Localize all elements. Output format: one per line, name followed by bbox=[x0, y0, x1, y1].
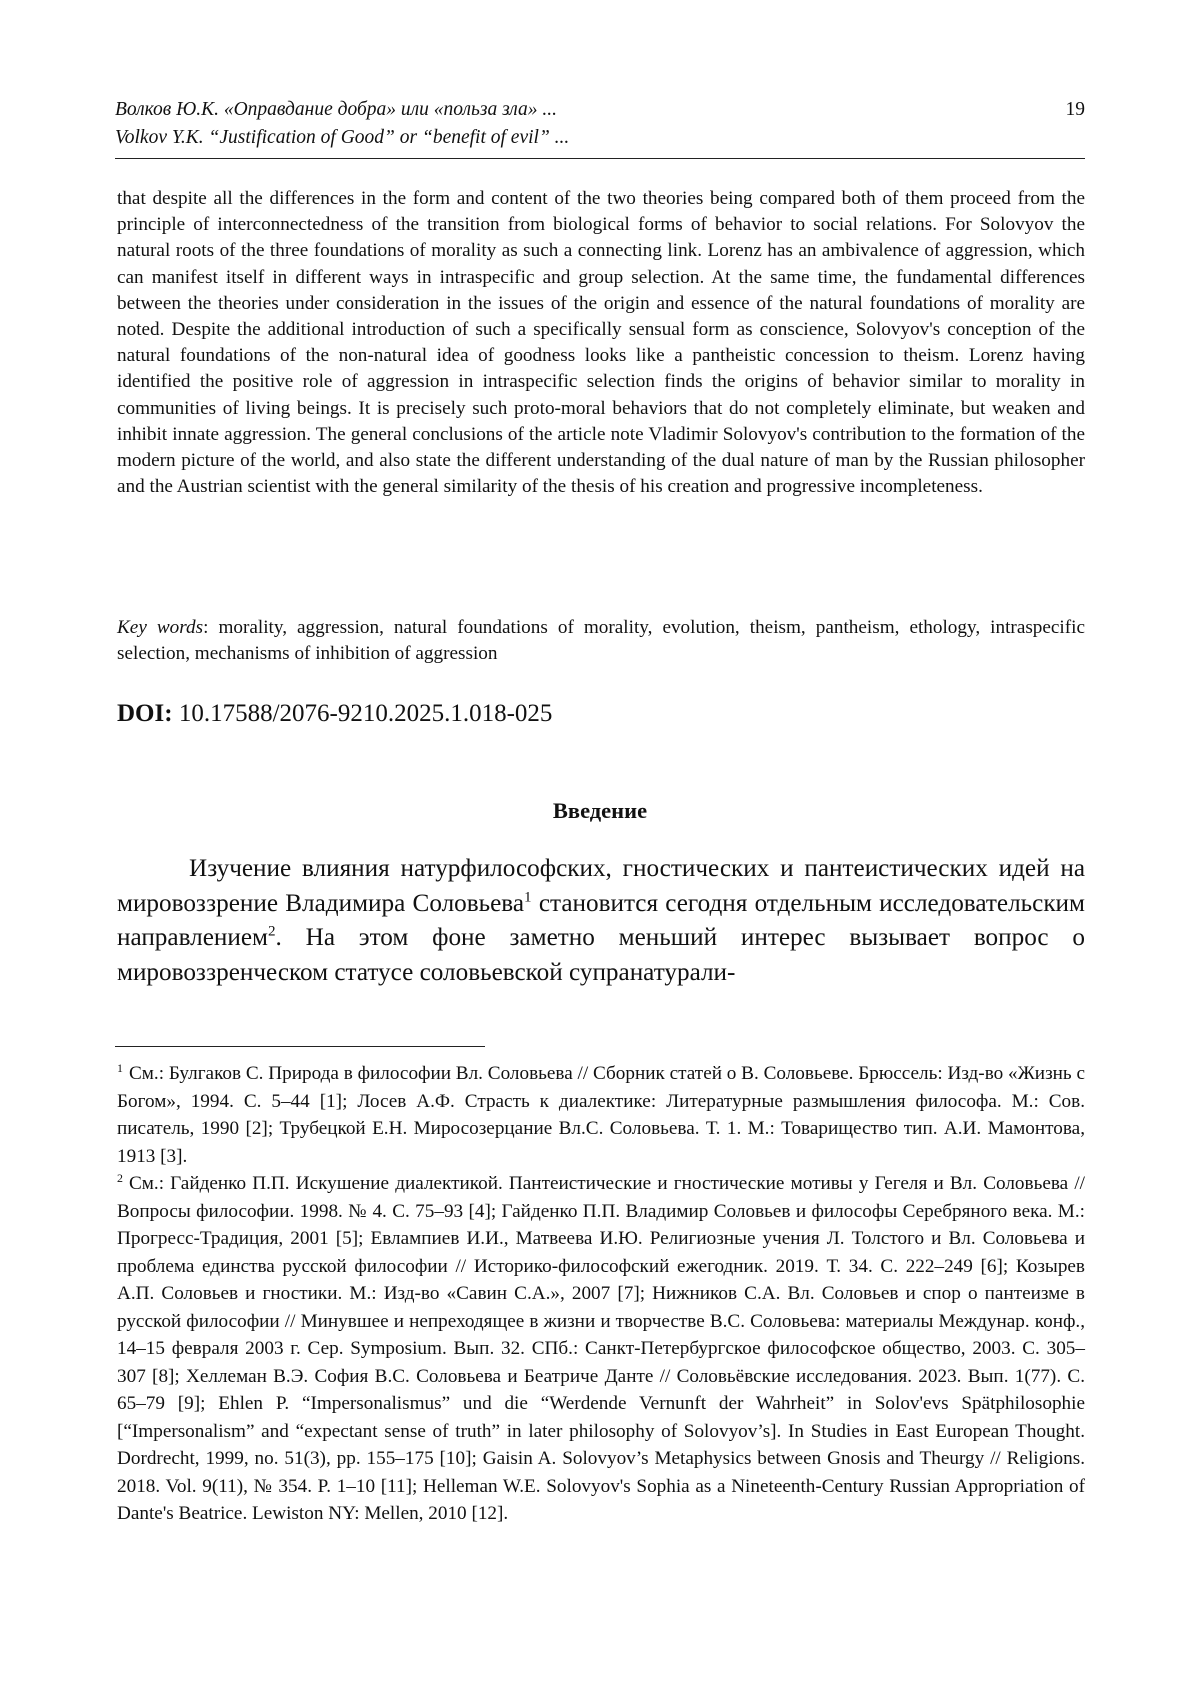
header-divider bbox=[115, 158, 1085, 159]
section-heading: Введение bbox=[552, 798, 648, 823]
running-head-russian: Волков Ю.К. «Оправдание добра» или «польза зла» ... bbox=[115, 99, 557, 120]
abstract-text: that despite all the differences in the form and content of the two theories being compared both of them proceed from the principle of interconnectedness of the transition from biological forms of behavior to social relations. For Solovyov the natural roots of the three foundations of morality as such a connecting link. Lorenz has an ambivalence of aggression, which can manifest itself in different ways in intraspecific and group selection. At the same time, the fundamental differences between the theories under consideration in the issues of the origin and essence of the natural foundations of morality are noted. Despite the additional introduction of such a specifically sensual form as conscience, Solovyov's conception of the natural foundations of the non-natural idea of goodness looks like a pantheistic concession to theism. Lorenz having identified the positive role of aggression in intraspecific selection finds the origins of behavior similar to morality in communities of living beings. It is precisely such proto-moral behaviors that do not completely eliminate, but weaken and inhibit innate aggression. The general conclusions of the article note Vladimir Solovyov's contribution to the formation of the modern picture of the world, and also state the different understanding of the dual nature of man by the Russian philosopher and the Austrian scientist with the general similarity of the thesis of his creation and progressive incompleteness. bbox=[117, 188, 1085, 498]
footnote-divider bbox=[115, 1046, 485, 1047]
running-head bbox=[115, 96, 1085, 152]
keywords bbox=[117, 615, 1085, 667]
footnote-2-text: См.: Гайденко П.П. Искушение диалектикой. Пантеистические и гностические мотивы у Гегеля и Вл. Соловьева // Вопросы философии. 1998. № 4. С. 75–93 [4]; Гайденко П.П. Владимир Соловьев и философы Серебряного века. М.: Прогресс-Традиция, 2001 [5]; Евлампиев И.И., Матвеева И.Ю. Религиозные учения Л. Толстого и Вл. Соловьева и проблема единства русской философии // Историко-философский ежегодник. 2019. Т. 34. С. 222–249 [6]; Козырев А.П. Соловьев и гностики. М.: Изд-во «Савин С.А.», 2007 [7]; Нижников С.А. Вл. Соловьев и спор о пантеизме в русской философии // Минувшее и непреходящее в жизни и творчестве В.С. Соловьева: материалы Междунар. конф., 14–15 февраля 2003 г. Сер. Symposium. Вып. 32. СПб.: Санкт-Петербургское философское общество, 2003. С. 305–307 [8]; Хеллеман В.Э. София В.С. Соловьева и Беатриче Данте // Соловьёвские исследования. 2023. Вып. 1(77). С. 65–79 [9]; Ehlen P. “Impersonalismus” und die “Werdende Vernunft der Wahrheit” in Solov'evs Spätphilosophie [“Impersonalism” and “expectant sense of truth” in later philosophy of Solovyov’s]. In Studies in East European Thought. Dordrecht, 1999, no. 51(3), pp. 155–175 [10]; Gaisin A. Solovyov’s Metaphysics between Gnosis and Theurgy // Religions. 2018. Vol. 9(11), № 354. P. 1–10 [11]; Helleman W.E. Solovyov's Sophia as a Nineteenth-Century Russian Appropriation of Dante's Beatrice. Lewiston NY: Mellen, 2010 [12]. bbox=[117, 1173, 1085, 1524]
footnote-1-mark: 1 bbox=[117, 1060, 123, 1075]
footnote-ref-2[interactable]: 2 bbox=[267, 923, 276, 940]
doi-label: DOI: bbox=[117, 700, 173, 727]
footnote-2-mark: 2 bbox=[117, 1170, 123, 1185]
running-head-english: Volkov Y.K. “Justification of Good” or “benefit of evil” ... bbox=[115, 127, 570, 148]
footnotes bbox=[117, 1060, 1085, 1528]
page-number: 19 bbox=[1065, 99, 1085, 120]
footnote-1 bbox=[117, 1060, 1085, 1170]
body-text-part-3: . На этом фоне заметно меньший интерес вызывает вопрос о мировоззренческом статусе соловьевской супранатурали- bbox=[117, 924, 1085, 986]
footnote-2 bbox=[117, 1170, 1085, 1528]
abstract bbox=[117, 186, 1085, 500]
body-text-part-2: становится сегодня отдельным исследовательским направлением bbox=[117, 889, 1085, 951]
body-paragraph bbox=[117, 852, 1085, 990]
keywords-label: Key words bbox=[117, 617, 204, 638]
keywords-text: : morality, aggression, natural foundations of morality, evolution, theism, pantheism, ethology, intraspecific selection, mechanisms of inhibition of aggression bbox=[117, 617, 1085, 665]
doi-value: 10.17588/2076-9210.2025.1.018-025 bbox=[172, 700, 553, 727]
footnote-ref-1[interactable]: 1 bbox=[524, 889, 532, 906]
doi bbox=[117, 699, 552, 729]
body-text-part-1: Изучение влияния натурфилософских, гностических и пантеистических идей на мировоззрение Владимира Соловьева bbox=[117, 855, 1085, 917]
footnote-1-text: См.: Булгаков С. Природа в философии Вл. Соловьева // Сборник статей о В. Соловьеве. Брюссель: Изд-во «Жизнь с Богом», 1994. С. 5–44 [1]; Лосев А.Ф. Страсть к диалектике: Литературные размышления философа. М.: Сов. писатель, 1990 [2]; Трубецкой Е.Н. Миросозерцание Вл.С. Соловьева. Т. 1. М.: Товарищество тип. А.И. Мамонтова, 1913 [3]. bbox=[117, 1063, 1085, 1167]
